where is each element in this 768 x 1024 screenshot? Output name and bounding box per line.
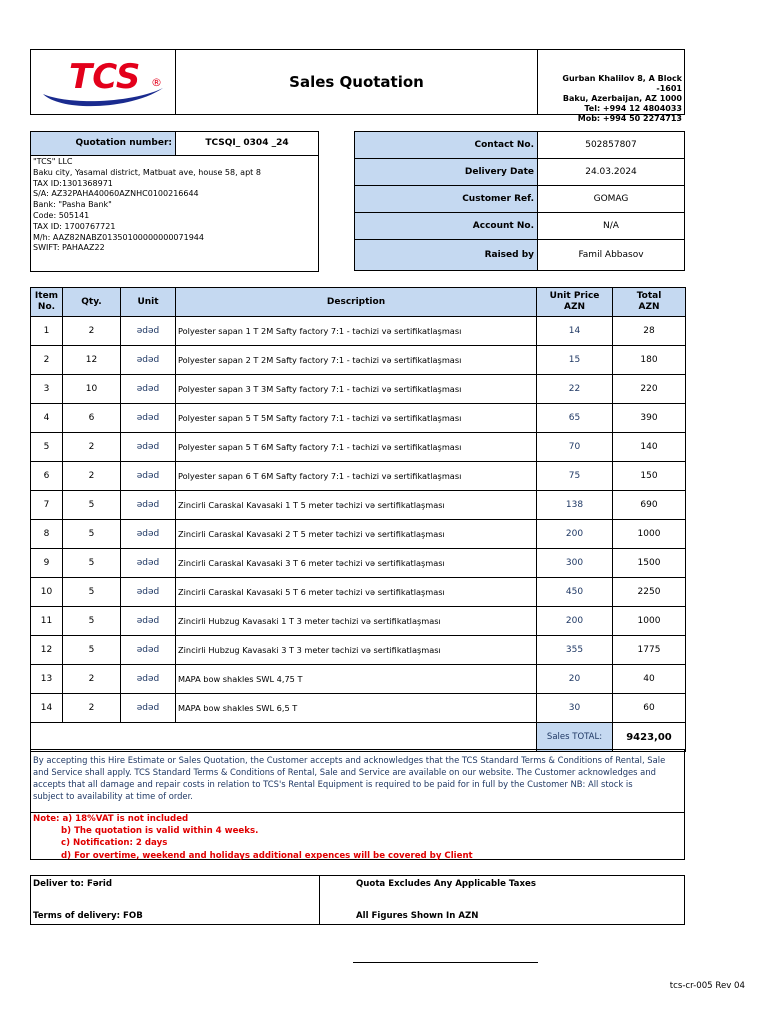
item-no: 2 — [31, 346, 63, 375]
table-row — [31, 549, 686, 578]
unit-price: 200 — [537, 607, 613, 636]
item-no: 7 — [31, 491, 63, 520]
terms-line: accepts that all damage and repair costs in relation to TCS's Rental Equipment is required to be paid for in full by the Customer NB: All stock is — [33, 779, 633, 789]
deliver-to: Deliver to: Fərid — [33, 879, 112, 889]
unit: ədəd — [121, 317, 176, 346]
unit-price: 14 — [537, 317, 613, 346]
line-total: 180 — [613, 346, 686, 375]
unit-price: 15 — [537, 346, 613, 375]
item-no: 3 — [31, 375, 63, 404]
unit-price: 20 — [537, 665, 613, 694]
unit: ədəd — [121, 491, 176, 520]
company-line: S/A: AZ32PAHA40060AZNHC0100216644 — [33, 189, 199, 199]
table-row — [31, 375, 686, 404]
company-line: SWIFT: PAHAAZ22 — [33, 243, 105, 253]
description: Zincirli Caraskal Kavasaki 2 T 5 meter təchizi və sertifikatlaşması — [176, 520, 537, 549]
unit: ədəd — [121, 404, 176, 433]
quota-excludes-taxes: Quota Excludes Any Applicable Taxes — [356, 879, 536, 889]
title-cell — [175, 49, 538, 115]
line-total: 690 — [613, 491, 686, 520]
qty: 5 — [63, 578, 121, 607]
terms-line: By accepting this Hire Estimate or Sales Quotation, the Customer accepts and acknowledges that the TCS Standard Terms & Conditions of Rental, Sale — [33, 755, 666, 765]
table-row — [31, 346, 686, 375]
unit-price: 300 — [537, 549, 613, 578]
account-no-value: N/A — [537, 212, 685, 240]
document-code: tcs-cr-005 Rev 04 — [669, 981, 745, 991]
table-row — [31, 491, 686, 520]
unit-price: 22 — [537, 375, 613, 404]
unit-price: 138 — [537, 491, 613, 520]
table-row — [31, 665, 686, 694]
table-header-row — [31, 288, 686, 317]
item-no: 5 — [31, 433, 63, 462]
logo-cell — [30, 49, 176, 115]
description: Zincirli Caraskal Kavasaki 1 T 5 meter təchizi və sertifikatlaşması — [176, 491, 537, 520]
item-no: 14 — [31, 694, 63, 723]
line-total: 220 — [613, 375, 686, 404]
unit: ədəd — [121, 375, 176, 404]
address-line: Mob: +994 50 2274713 — [577, 114, 682, 123]
unit-price: 65 — [537, 404, 613, 433]
line-total: 1500 — [613, 549, 686, 578]
line-total: 150 — [613, 462, 686, 491]
company-address — [537, 49, 685, 123]
company-line: Baku city, Yasamal district, Matbuat ave, house 58, apt 8 — [33, 167, 261, 177]
unit: ədəd — [121, 346, 176, 375]
total-header: Total AZN — [613, 288, 686, 317]
table-row — [31, 607, 686, 636]
item-no-header: Item No. — [31, 288, 63, 317]
total-row-spacer — [31, 723, 537, 752]
unit-price: 450 — [537, 578, 613, 607]
qty: 2 — [63, 462, 121, 491]
qty: 10 — [63, 375, 121, 404]
item-no: 11 — [31, 607, 63, 636]
item-no: 4 — [31, 404, 63, 433]
delivery-date-label: Delivery Date — [354, 158, 538, 186]
qty: 2 — [63, 665, 121, 694]
page-title: Sales Quotation — [289, 73, 424, 91]
description: Polyester sapan 5 T 5M Safty factory 7:1 - təchizi və sertifikatlaşması — [176, 404, 537, 433]
description: Polyester sapan 3 T 3M Safty factory 7:1 - təchizi və sertifikatlaşması — [176, 375, 537, 404]
item-no: 9 — [31, 549, 63, 578]
address-line: Baku, Azerbaijan, AZ 1000 — [562, 94, 682, 103]
quota-info — [319, 875, 685, 925]
table-row — [31, 636, 686, 665]
qty: 5 — [63, 520, 121, 549]
unit-price: 70 — [537, 433, 613, 462]
qty: 5 — [63, 491, 121, 520]
table-row — [31, 578, 686, 607]
note-validity: b) The quotation is valid within 4 weeks. — [61, 826, 259, 837]
notes-box — [30, 812, 685, 860]
qty: 5 — [63, 549, 121, 578]
registered-mark: ® — [151, 76, 162, 89]
contact-no-label: Contact No. — [354, 131, 538, 159]
line-total: 1000 — [613, 607, 686, 636]
table-row — [31, 433, 686, 462]
qty-header: Qty. — [63, 288, 121, 317]
figures-currency: All Figures Shown In AZN — [356, 911, 479, 921]
description: Zincirli Hubzug Kavasaki 3 T 3 meter təchizi və sertifikatlaşması — [176, 636, 537, 665]
sales-total-value: 9423,00 — [613, 723, 686, 752]
unit-price: 200 — [537, 520, 613, 549]
line-total: 28 — [613, 317, 686, 346]
description-header: Description — [176, 288, 537, 317]
company-line: Code: 505141 — [33, 210, 90, 220]
address-line: Tel: +994 12 4804033 — [584, 104, 682, 113]
company-line: M/h: AAZ82NABZ01350100000000071944 — [33, 232, 204, 242]
item-no: 6 — [31, 462, 63, 491]
line-total: 390 — [613, 404, 686, 433]
company-line: "TCS" LLC — [33, 157, 73, 166]
qty: 12 — [63, 346, 121, 375]
qty: 2 — [63, 433, 121, 462]
item-no: 10 — [31, 578, 63, 607]
line-total: 2250 — [613, 578, 686, 607]
table-row — [31, 317, 686, 346]
raised-by-label: Raised by — [354, 239, 538, 271]
description: MAPA bow shakles SWL 4,75 T — [176, 665, 537, 694]
qty: 6 — [63, 404, 121, 433]
unit: ədəd — [121, 694, 176, 723]
item-no: 12 — [31, 636, 63, 665]
logo-text: TCS — [69, 57, 141, 97]
quotation-number-value: TCSQI_ 0304 _24 — [175, 131, 319, 156]
qty: 5 — [63, 607, 121, 636]
line-total: 1000 — [613, 520, 686, 549]
company-line: TAX ID:1301368971 — [33, 178, 113, 188]
terms-of-delivery: Terms of delivery: FOB — [33, 911, 143, 921]
unit: ədəd — [121, 549, 176, 578]
tcs-logo — [31, 50, 175, 114]
qty: 5 — [63, 636, 121, 665]
qty: 2 — [63, 694, 121, 723]
unit: ədəd — [121, 578, 176, 607]
line-total: 40 — [613, 665, 686, 694]
customer-ref-label: Customer Ref. — [354, 185, 538, 213]
signature-line — [353, 962, 538, 963]
total-row — [31, 723, 686, 752]
qty: 2 — [63, 317, 121, 346]
line-total: 60 — [613, 694, 686, 723]
unit-price-header: Unit Price AZN — [537, 288, 613, 317]
account-no-label: Account No. — [354, 212, 538, 240]
unit-price: 355 — [537, 636, 613, 665]
item-no: 13 — [31, 665, 63, 694]
line-total: 1775 — [613, 636, 686, 665]
terms-line: and Service shall apply. TCS Standard Terms & Conditions of Rental, Sale and Service are available on our website. The Customer acknowledges and — [33, 767, 656, 777]
terms-line: subject to availability at time of order. — [33, 791, 193, 801]
table-row — [31, 462, 686, 491]
unit: ədəd — [121, 433, 176, 462]
description: Zincirli Hubzug Kavasaki 1 T 3 meter təchizi və sertifikatlaşması — [176, 607, 537, 636]
unit: ədəd — [121, 462, 176, 491]
description: Polyester sapan 5 T 6M Safty factory 7:1 - təchizi və sertifikatlaşması — [176, 433, 537, 462]
line-total: 140 — [613, 433, 686, 462]
address-line: Gurban Khalilov 8, A Block -1601 — [562, 74, 682, 93]
sales-total-label: Sales TOTAL: — [537, 723, 613, 752]
contact-no-value: 502857807 — [537, 131, 685, 159]
raised-by-value: Famil Abbasov — [537, 239, 685, 271]
unit-price: 75 — [537, 462, 613, 491]
quotation-number-label: Quotation number: — [30, 131, 176, 156]
item-no: 8 — [31, 520, 63, 549]
terms-and-conditions — [30, 749, 685, 813]
description: Polyester sapan 2 T 2M Safty factory 7:1 - təchizi və sertifikatlaşması — [176, 346, 537, 375]
note-overtime: d) For overtime, weekend and holidays additional expences will be covered by Client — [61, 850, 473, 861]
unit: ədəd — [121, 520, 176, 549]
table-row — [31, 404, 686, 433]
company-line: TAX ID: 1700767721 — [33, 221, 116, 231]
delivery-date-value: 24.03.2024 — [537, 158, 685, 186]
description: MAPA bow shakles SWL 6,5 T — [176, 694, 537, 723]
delivery-info — [30, 875, 320, 925]
company-line: Bank: "Pasha Bank" — [33, 200, 112, 210]
description: Polyester sapan 6 T 6M Safty factory 7:1 - təchizi və sertifikatlaşması — [176, 462, 537, 491]
unit-price: 30 — [537, 694, 613, 723]
table-row — [31, 694, 686, 723]
note-vat: Note: a) 18%VAT is not included — [33, 814, 189, 824]
table-row — [31, 520, 686, 549]
unit: ədəd — [121, 636, 176, 665]
description: Zincirli Caraskal Kavasaki 3 T 6 meter təchizi və sertifikatlaşması — [176, 549, 537, 578]
note-notification: c) Notification: 2 days — [61, 838, 168, 849]
unit-header: Unit — [121, 288, 176, 317]
unit: ədəd — [121, 607, 176, 636]
description: Polyester sapan 1 T 2M Safty factory 7:1 - təchizi və sertifikatlaşması — [176, 317, 537, 346]
customer-ref-value: GOMAG — [537, 185, 685, 213]
items-table — [30, 287, 686, 752]
unit: ədəd — [121, 665, 176, 694]
item-no: 1 — [31, 317, 63, 346]
company-details — [30, 155, 319, 272]
description: Zincirli Caraskal Kavasaki 5 T 6 meter təchizi və sertifikatlaşması — [176, 578, 537, 607]
